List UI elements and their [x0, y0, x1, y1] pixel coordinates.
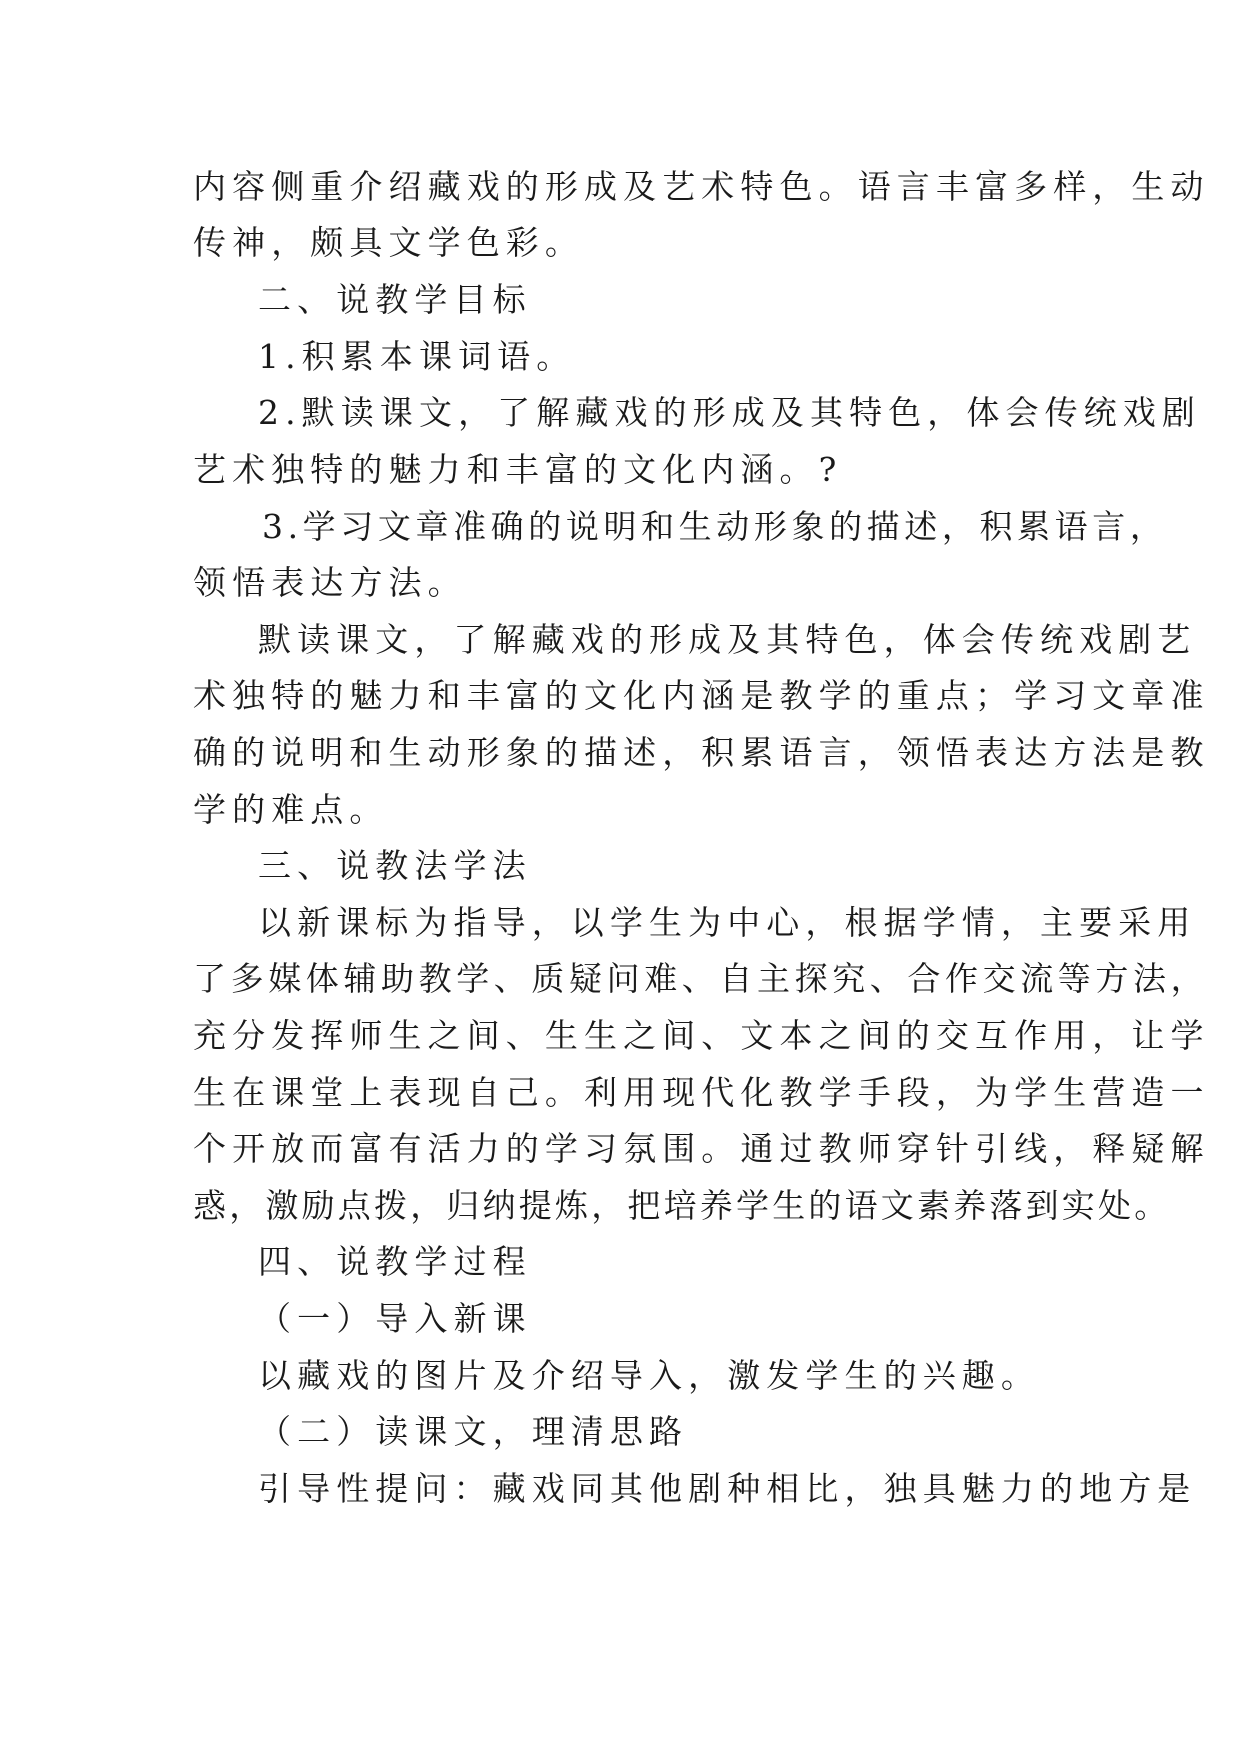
paragraph-line: 引导性提问：藏戏同其他剧种相比，独具魅力的地方是	[258, 1469, 1197, 1508]
paragraph-line: 艺术独特的魅力和丰富的文化内涵。?	[193, 450, 843, 489]
paragraph-line: 学的难点。	[193, 790, 389, 829]
paragraph-line: 以新课标为指导，以学生为中心，根据学情，主要采用	[258, 903, 1197, 942]
subsection-heading: （二）读课文，理清思路	[258, 1412, 689, 1451]
section-heading: 二、说教学目标	[258, 280, 532, 319]
paragraph-line: 传神，颇具文学色彩。	[193, 223, 584, 262]
list-item: 3.学习文章准确的说明和生动形象的描述，积累语言，	[262, 507, 1168, 546]
paragraph-line: 充分发挥师生之间、生生之间、文本之间的交互作用，让学	[193, 1016, 1210, 1055]
section-heading: 三、说教法学法	[258, 846, 532, 885]
list-item: 2.默读课文，了解藏戏的形成及其特色，体会传统戏剧	[258, 393, 1201, 432]
paragraph-line: 以藏戏的图片及介绍导入，激发学生的兴趣。	[258, 1356, 1040, 1395]
paragraph-line: 默读课文，了解藏戏的形成及其特色，体会传统戏剧艺	[258, 620, 1197, 659]
list-item: 1.积累本课词语。	[258, 337, 576, 376]
paragraph-line: 个开放而富有活力的学习氛围。通过教师穿针引线，释疑解	[193, 1129, 1210, 1168]
paragraph-line: 确的说明和生动形象的描述，积累语言，领悟表达方法是教	[193, 733, 1210, 772]
paragraph-line: 领悟表达方法。	[193, 563, 467, 602]
paragraph-line: 内容侧重介绍藏戏的形成及艺术特色。语言丰富多样，生动	[193, 167, 1210, 206]
subsection-heading: （一）导入新课	[258, 1299, 532, 1338]
paragraph-line: 术独特的魅力和丰富的文化内涵是教学的重点；学习文章准	[193, 676, 1210, 715]
section-heading: 四、说教学过程	[258, 1242, 532, 1281]
paragraph-line: 惑，激励点拨，归纳提炼，把培养学生的语文素养落到实处。	[193, 1186, 1171, 1225]
paragraph-line: 了多媒体辅助教学、质疑问难、自主探究、合作交流等方法，	[193, 959, 1209, 998]
paragraph-line: 生在课堂上表现自己。利用现代化教学手段，为学生营造一	[193, 1073, 1210, 1112]
